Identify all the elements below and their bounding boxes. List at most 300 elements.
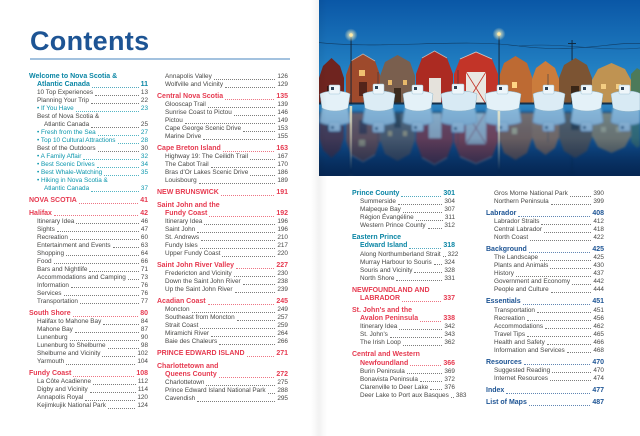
entry-label: History [494,270,514,278]
dot-leader [98,151,139,152]
dot-leader [434,264,443,265]
toc-entry [29,169,148,177]
entry-label: List of Maps [486,399,527,407]
entry-label: Cape Breton Island [157,145,221,153]
dot-leader [98,135,139,136]
toc-entry [352,214,455,222]
entry-label: Travel Tips [494,330,526,338]
entry-label: Malpeque Bay [360,206,401,214]
toc-entry [486,218,604,226]
entry-label: Fundy Isles [165,242,198,250]
dot-leader [83,159,139,160]
page-number: 437 [593,270,604,278]
page-number: 408 [592,210,604,217]
toc-entry [29,358,148,366]
toc-entry [486,323,604,331]
dot-leader [108,408,135,409]
entry-label: Accommodations and Camping [37,273,126,281]
page-number: 466 [593,338,604,346]
entry-label: Edward Island [360,242,408,250]
toc-heading [157,210,288,218]
dot-leader [197,232,275,233]
dot-leader [414,272,442,273]
toc-heading [486,359,604,367]
page-number: 230 [277,270,288,278]
toc-entry [157,250,288,258]
page-number: 25 [140,121,148,129]
entry-label: Atlantic Canada [37,81,90,89]
page-number: 288 [277,387,288,395]
title-rule [30,58,290,60]
page-number: 163 [276,145,288,153]
toc-entry [29,274,148,282]
page-number: 170 [277,161,288,169]
dot-leader [516,276,591,277]
entry-label: NEWFOUNDLAND AND [352,286,430,294]
dot-leader [547,344,592,345]
dot-leader [237,320,276,321]
dot-leader [443,256,446,257]
page-number: 301 [443,190,455,197]
page-number: 383 [455,391,467,399]
page-number: 149 [277,117,288,125]
entry-label: Bras d'Or Lakes Scenic Drive [165,169,249,177]
entry-label: LABRADOR [360,294,401,302]
dot-leader [451,397,454,398]
page-number: 63 [140,241,148,249]
toc-entry [157,226,288,234]
toc-heading [157,262,288,270]
toc-heading [352,295,455,303]
toc-entry [486,307,604,315]
entry-label: • Fresh from the Sea [37,129,96,137]
page-number: 331 [444,274,455,282]
dot-leader [93,384,136,385]
toc-entry [29,402,148,410]
toc-entry [352,376,455,384]
entry-label: Up the Saint John River [165,286,233,294]
dot-leader [54,263,139,264]
toc-entry [157,101,288,109]
toc-entry [486,278,604,286]
entry-label: Itinerary Idea [360,323,398,331]
dot-leader [420,321,441,322]
entry-label: Prince County [352,190,400,197]
entry-label: Marine Drive [165,133,202,141]
entry-label: Information and Services [494,346,565,354]
dot-leader [396,280,442,281]
dot-leader [529,252,590,253]
toc-heading [29,81,148,89]
dot-leader [416,220,443,221]
dot-leader [552,372,591,373]
page-number: 112 [137,378,148,386]
toc-entry [486,367,604,375]
toc-heading [29,210,148,218]
page-number: 23 [140,105,148,113]
dot-leader [518,216,590,217]
toc-entry [486,254,604,262]
page-number: 275 [277,379,288,387]
dot-leader [66,255,139,256]
dot-leader [91,127,139,128]
toc-entry [352,267,455,275]
entry-label: • A Family Affair [37,153,82,161]
dot-leader [223,151,275,152]
toc-heading [352,234,455,242]
page-number: 41 [140,197,148,205]
page-number: 462 [593,322,604,330]
dot-leader [80,303,139,304]
toc-entry [352,339,455,347]
dot-leader [197,401,275,402]
entry-label: Southeast from Moncton [165,314,235,322]
page-number: 73 [140,273,148,281]
page-number: 139 [277,101,288,109]
page-number: 465 [593,330,604,338]
dot-leader [54,215,138,216]
toc-heading [29,370,148,378]
entry-label: Pictou [165,117,183,125]
page-number: 271 [276,350,288,358]
dot-leader [234,115,276,116]
entry-label: Sunrise Coast to Pictou [165,109,232,117]
dot-leader [537,312,591,313]
toc-entry [29,153,148,161]
dot-leader [206,385,275,386]
dot-leader [219,344,275,345]
dot-leader [79,203,138,204]
entry-label: Shelburne and Vicinity [37,350,101,358]
toc-entry [486,375,604,383]
toc-entry [486,331,604,339]
toc-entry [29,234,148,242]
entry-label: The Cabot Trail [165,161,209,169]
toc-heading [157,350,288,358]
entry-label: • Hiking in Nova Scotia & [37,177,108,185]
entry-label: Entertainment and Events [37,241,111,249]
entry-label: Digby and Vicinity [37,386,88,394]
page-number: 227 [276,262,288,270]
dot-leader [225,87,275,88]
page-number: 46 [140,217,148,225]
toc-heading [486,399,604,407]
dot-leader [420,381,442,382]
page-number: 22 [140,97,148,105]
page-number: 146 [277,109,288,117]
toc-entry [352,323,455,331]
entry-label: Région Évangéline [360,214,414,222]
page-number: 257 [277,314,288,322]
toc-heading [29,197,148,205]
dot-leader [541,224,591,225]
page-number: 191 [276,189,288,197]
toc-entry [157,242,288,250]
toc-entry [486,234,604,242]
page-number: 129 [277,81,288,88]
page-number: 311 [444,214,455,222]
page-number: 366 [443,359,455,367]
page-number: 76 [140,281,148,289]
toc-entry [29,326,148,334]
dot-leader [75,332,139,333]
entry-label: St. John's [360,331,388,339]
entry-label: Burin Peninsula [360,367,405,375]
dot-leader [118,143,139,144]
dot-leader [89,271,138,272]
entry-label: Atlantic Canada [44,121,90,129]
toc-heading [352,190,455,198]
entry-label: Lunenburg [37,334,68,342]
page-number: 337 [443,294,455,302]
page-number: 196 [277,218,288,226]
entry-label: NEW BRUNSWICK [157,189,219,197]
dot-leader [73,376,134,377]
toc-entry [29,378,148,386]
dot-leader [524,364,591,365]
dot-leader [572,284,591,285]
entry-label: Sights [37,225,55,233]
dot-leader [208,107,275,108]
entry-label: Murray Harbour to Souris [360,258,432,266]
dot-leader [570,196,591,197]
dot-leader [403,345,442,346]
entry-label: Central and Western [352,351,420,359]
toc-entry [157,133,288,141]
toc-entry [29,298,148,306]
entry-label: Glooscap Trail [165,101,206,109]
entry-label: Itinerary Idea [37,217,75,225]
page-number: 272 [276,370,288,378]
toc-heading [486,298,604,306]
entry-label: Accommodations [494,322,544,330]
entry-label: Essentials [486,298,521,306]
entry-label: Bonavista Peninsula [360,375,418,383]
toc-entry [157,338,288,346]
entry-label: Upper Fundy Coast [165,250,221,258]
page-number: 468 [593,346,604,354]
dot-leader [234,276,276,277]
toc-entry [29,250,148,258]
entry-label: Western Prince County [360,222,426,230]
page-number: 487 [592,399,604,407]
toc-heading [29,73,148,81]
dot-leader [128,279,139,280]
entry-label: North Coast [494,234,529,242]
page-number: 239 [277,286,288,294]
entry-label: Itinerary Idea [165,218,203,226]
entry-label: Gros Morne National Park [494,190,568,197]
entry-label: Highway 19: The Ceilidh Trail [165,153,248,161]
page-number: 456 [593,314,604,322]
toc-entry [352,198,455,206]
entry-label: Background [486,246,527,254]
entry-label: South Shore [29,309,71,317]
entry-label: Labrador [486,210,517,217]
toc-entry [157,278,288,286]
toc-entry [29,113,148,121]
page-number: 474 [593,374,604,382]
toc-entry [486,339,604,347]
dot-leader [208,304,275,305]
entry-label: • Best Whale-Watching [37,169,103,177]
page-number: 249 [277,306,288,314]
toc-entry [157,109,288,117]
toc-entry [29,177,148,185]
toc-entry [29,185,148,193]
entry-label: The Landscape [494,254,539,262]
dot-leader [399,329,442,330]
page-number: 451 [592,298,604,306]
page-number: 84 [140,318,148,326]
page-number: 42 [140,209,148,217]
toc-heading [157,202,288,210]
toc-entry [29,137,148,145]
dot-leader [76,223,139,224]
page-number: 266 [277,338,288,346]
page-number: 30 [140,145,148,153]
page-title: Contents [30,26,150,56]
toc-entry [29,282,148,290]
page-number: 60 [140,233,148,241]
entry-label: Avalon Peninsula [360,315,419,323]
toc-entry [29,318,148,326]
page-number: 442 [593,278,604,286]
entry-label: Prince Edward Island National Park [165,387,266,395]
page-number: 342 [444,323,455,331]
page-number: 90 [140,334,148,342]
entry-label: Wolfville and Vicinity [165,81,224,88]
toc-entry [29,350,148,358]
page-number: 186 [277,169,288,177]
entry-label: Services [37,289,62,297]
dot-leader [70,340,139,341]
page-number: 264 [277,330,288,338]
page-number: 196 [277,226,288,234]
toc-entry [486,190,604,198]
entry-label: Yarmouth [37,358,65,366]
toc-entry [157,379,288,387]
dot-leader [201,240,275,241]
toc-entry [29,290,148,298]
toc-entry [157,161,288,169]
toc-entry [486,198,604,206]
dot-leader [401,196,441,197]
page-number: 120 [137,394,148,402]
page-number: 104 [137,358,148,366]
toc-entry [486,262,604,270]
dot-leader [92,87,139,88]
page-number: 153 [277,125,288,133]
page-number: 98 [140,342,148,350]
entry-label: Resources [486,358,522,366]
page-number: 477 [592,386,604,394]
toc-entry [352,259,455,267]
toc-entry [352,368,455,376]
entry-label: Mahone Bay [37,326,73,334]
toc-entry [352,250,459,259]
toc-entry [352,222,455,230]
dot-leader [108,348,139,349]
toc-entry [29,129,148,137]
entry-label: Eastern Prince [352,234,402,242]
entry-label: Government and Economy [494,278,571,286]
dot-leader [430,389,442,390]
page-number: 369 [444,367,455,375]
toc-entry [29,89,148,97]
toc-entry [157,286,288,294]
toc-entry [157,387,288,395]
page-number: 124 [137,402,148,410]
page-number: 220 [277,250,288,258]
toc-entry [29,266,148,274]
entry-label: North Shore [360,274,395,282]
entry-label: • If You Have [37,105,74,113]
page-number: 304 [444,198,455,206]
dot-leader [57,231,139,232]
dot-leader [540,260,591,261]
toc-entry [352,384,455,392]
page-number: 343 [444,331,455,339]
page-number: 102 [137,350,148,358]
toc-entry [486,347,604,355]
page-number: 34 [140,161,148,169]
toc-entry [29,105,148,113]
dot-leader [225,99,274,100]
page-number: 412 [593,218,604,226]
toc-column-1 [29,73,148,410]
page-number: 470 [593,366,604,374]
toc-entry [29,334,148,342]
page-number: 430 [593,262,604,270]
entry-label: Northern Peninsula [494,198,549,205]
entry-label: • Best Scenic Drives [37,161,95,169]
entry-label: Louisbourg [165,177,197,185]
dot-leader [91,103,139,104]
entry-label: Saint John River Valley [157,262,235,270]
toc-entry [157,330,288,338]
toc-entry [352,331,455,339]
entry-label: Labrador Straits [494,218,540,226]
toc-entry [157,322,288,330]
dot-leader [268,393,276,394]
entry-label: Index [486,386,505,394]
page-number: 362 [444,339,455,347]
page-number: 167 [277,153,288,161]
dot-leader [66,364,135,365]
toc-entry [157,314,288,322]
page-number: 470 [592,358,604,366]
page-number: 422 [593,234,604,242]
toc-entry [157,306,288,314]
dot-leader [90,392,136,393]
toc-heading [29,310,148,318]
dot-leader [390,337,442,338]
entry-label: Clarenville to Deer Lake [360,383,429,391]
toc-heading [352,351,455,359]
page-number: 77 [140,297,148,305]
toc-entry [352,206,455,214]
dot-leader [91,191,139,192]
dot-leader [85,400,135,401]
entry-label: PRINCE EDWARD ISLAND [157,350,245,358]
dot-leader [398,204,442,205]
toc-entry [29,386,148,394]
dot-leader [222,256,275,257]
dot-leader [102,356,135,357]
entry-label: Atlantic Canada [44,185,90,193]
dot-leader [545,328,591,329]
